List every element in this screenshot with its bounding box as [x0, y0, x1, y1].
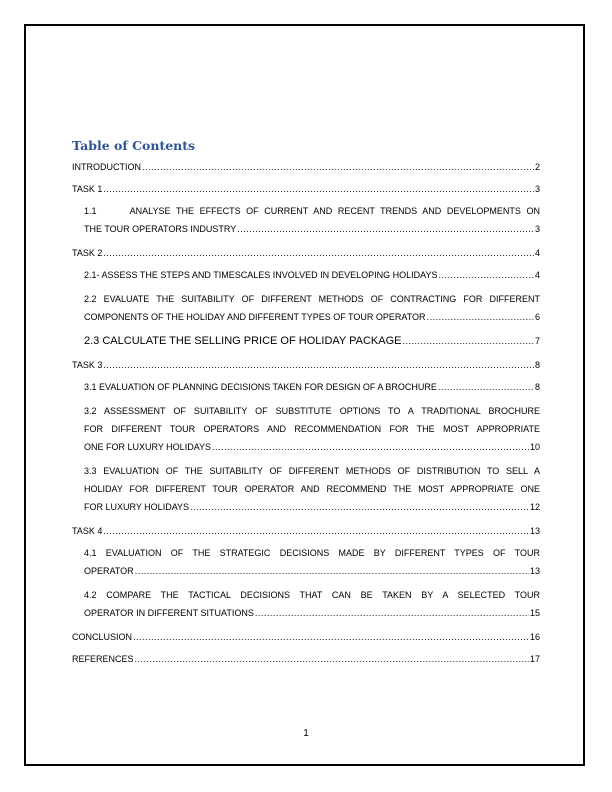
- toc-entry-label: COMPONENTS OF THE HOLIDAY AND DIFFERENT TYPES OF TOUR OPERATOR: [84, 312, 426, 322]
- toc-leader-dots: [190, 498, 529, 516]
- toc-entry-page: 10: [529, 442, 540, 452]
- toc-leader-dots: [103, 244, 534, 262]
- toc-entry-line: 1.1 ANALYSE THE EFFECTS OF CURRENT AND RECENT TRENDS AND DEVELOPMENTS ON: [84, 206, 540, 216]
- toc-leader-dots: [142, 158, 534, 176]
- toc-entry-page: 17: [529, 654, 540, 664]
- toc-entry-4-1[interactable]: [72, 544, 540, 580]
- toc-entry-label: TASK 3: [72, 360, 103, 370]
- toc-leader-dots: [427, 308, 534, 326]
- toc-leader-dots: [402, 332, 534, 350]
- toc-leader-dots: [438, 378, 534, 396]
- toc-entry-label: ONE FOR LUXURY HOLIDAYS: [84, 442, 212, 452]
- toc-title: Table of Contents: [72, 138, 196, 153]
- toc-entry-2-3[interactable]: [72, 332, 540, 350]
- toc-entry-2-1[interactable]: [72, 266, 540, 284]
- toc-entry-line: 2.2 EVALUATE THE SUITABILITY OF DIFFERENT METHODS OF CONTRACTING FOR DIFFERENT: [84, 294, 540, 304]
- toc-entry-line: 4.2 COMPARE THE TACTICAL DECISIONS THAT CAN BE TAKEN BY A SELECTED TOUR: [84, 590, 540, 600]
- toc-entry-task-3[interactable]: [72, 356, 540, 374]
- toc-entry-3-3[interactable]: [72, 462, 540, 516]
- toc-entry-label: TASK 4: [72, 526, 103, 536]
- toc-leader-dots: [135, 650, 529, 668]
- toc-entry-task-2[interactable]: [72, 244, 540, 262]
- toc-entry-3-2[interactable]: [72, 402, 540, 456]
- table-of-contents: [72, 138, 540, 672]
- toc-entry-page: 4: [534, 270, 540, 280]
- toc-entry-label: INTRODUCTION: [72, 162, 141, 172]
- toc-entry-2-2[interactable]: [72, 290, 540, 326]
- toc-entry-label: TASK 2: [72, 248, 103, 258]
- toc-entry-page: 6: [534, 312, 540, 322]
- toc-entry-page: 16: [529, 632, 540, 642]
- toc-entry-label: 3.1 EVALUATION OF PLANNING DECISIONS TAKEN FOR DESIGN OF A BROCHURE: [84, 382, 437, 392]
- toc-entry-introduction[interactable]: [72, 158, 540, 176]
- toc-entry-task-4[interactable]: [72, 522, 540, 540]
- toc-entry-label: OPERATOR: [84, 566, 134, 576]
- toc-entry-task-1[interactable]: [72, 180, 540, 198]
- toc-entry-label: OPERATOR IN DIFFERENT SITUATIONS: [84, 608, 254, 618]
- toc-entry-label: REFERENCES: [72, 654, 134, 664]
- toc-entry-page: 4: [534, 248, 540, 258]
- toc-entry-page: 3: [534, 184, 540, 194]
- toc-leader-dots: [135, 562, 529, 580]
- toc-entry-line: 3.3 EVALUATION OF THE SUITABILITY OF DIFFERENT METHODS OF DISTRIBUTION TO SELL A: [84, 466, 540, 476]
- toc-entry-line: FOR DIFFERENT TOUR OPERATORS AND RECOMMENDATION FOR THE MOST APPROPRIATE: [84, 424, 540, 434]
- toc-entry-4-2[interactable]: [72, 586, 540, 622]
- toc-entry-page: 13: [529, 566, 540, 576]
- toc-entry-label: FOR LUXURY HOLIDAYS: [84, 502, 190, 512]
- toc-leader-dots: [103, 180, 534, 198]
- toc-entry-page: 12: [529, 502, 540, 512]
- toc-entry-label: 2.3 CALCULATE THE SELLING PRICE OF HOLIDAY PACKAGE: [84, 335, 402, 347]
- toc-entry-label: TASK 1: [72, 184, 103, 194]
- toc-entry-line: 3.2 ASSESSMENT OF SUITABILITY OF SUBSTITUTE OPTIONS TO A TRADITIONAL BROCHURE: [84, 406, 540, 416]
- toc-leader-dots: [255, 604, 529, 622]
- toc-entry-page: 7: [534, 336, 540, 346]
- toc-entry-label: 2.1- ASSESS THE STEPS AND TIMESCALES INVOLVED IN DEVELOPING HOLIDAYS: [84, 270, 438, 280]
- page-number: 1: [303, 728, 309, 739]
- toc-entry-references[interactable]: [72, 650, 540, 668]
- toc-entry-line: 4.1 EVALUATION OF THE STRATEGIC DECISIONS MADE BY DIFFERENT TYPES OF TOUR: [84, 548, 540, 558]
- toc-entry-label: CONCLUSION: [72, 632, 133, 642]
- toc-entry-label: THE TOUR OPERATORS INDUSTRY: [84, 224, 237, 234]
- toc-leader-dots: [103, 522, 529, 540]
- toc-entry-page: 3: [534, 224, 540, 234]
- toc-leader-dots: [438, 266, 534, 284]
- toc-entry-page: 8: [534, 382, 540, 392]
- toc-leader-dots: [237, 220, 534, 238]
- toc-entry-page: 13: [529, 526, 540, 536]
- toc-entry-page: 8: [534, 360, 540, 370]
- toc-entry-1-1[interactable]: [72, 202, 540, 238]
- toc-entry-page: 15: [529, 608, 540, 618]
- toc-entry-line: HOLIDAY FOR DIFFERENT TOUR OPERATOR AND RECOMMEND THE MOST APPROPRIATE ONE: [84, 484, 540, 494]
- toc-entry-conclusion[interactable]: [72, 628, 540, 646]
- toc-entry-page: 2: [534, 162, 540, 172]
- toc-leader-dots: [212, 438, 529, 456]
- toc-entry-3-1[interactable]: [72, 378, 540, 396]
- toc-leader-dots: [103, 356, 534, 374]
- toc-leader-dots: [133, 628, 529, 646]
